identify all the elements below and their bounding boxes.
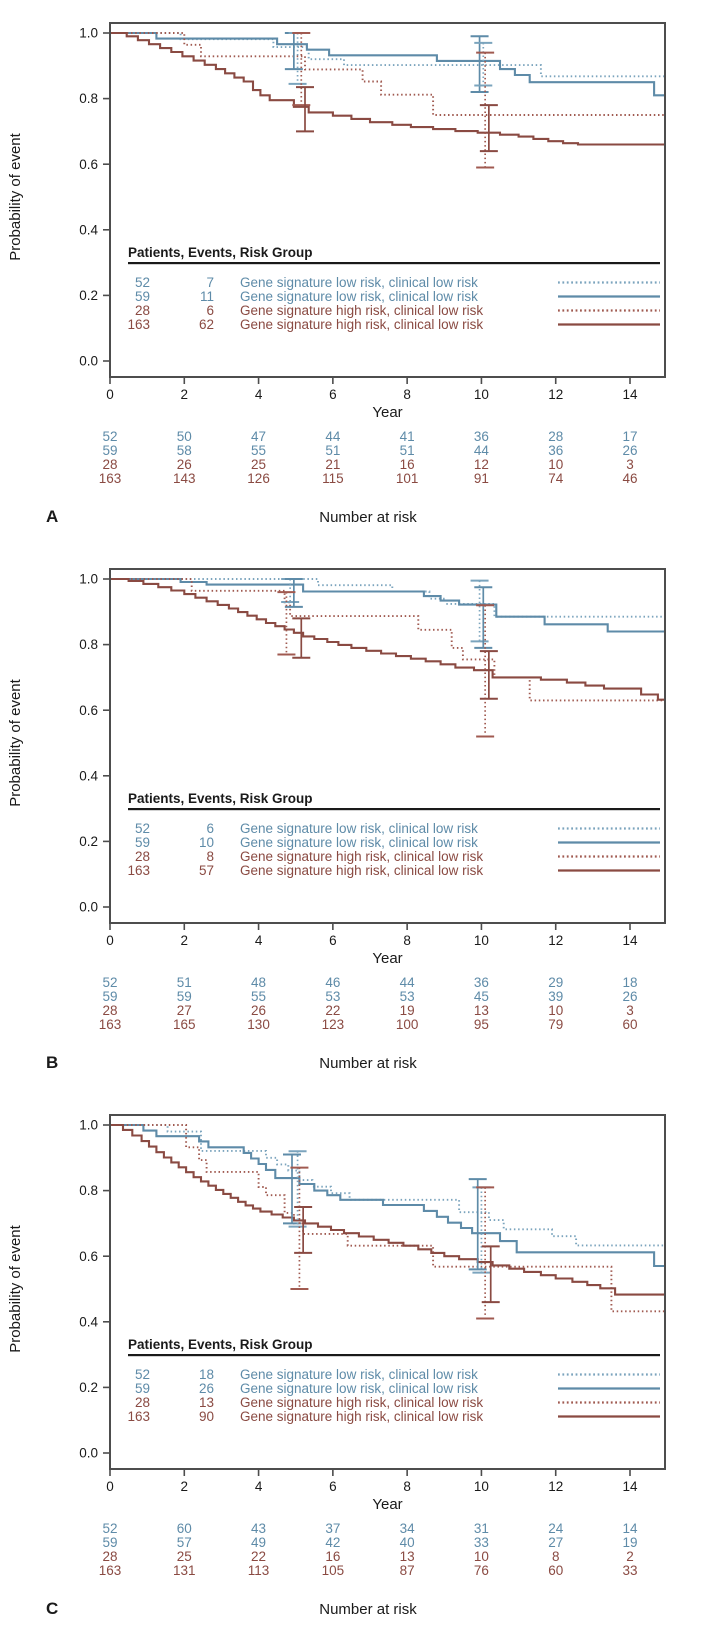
risk-count: 19 [622,1535,638,1550]
risk-count: 123 [321,1017,345,1032]
risk-count: 43 [251,1521,267,1536]
legend-patients: 52 [134,275,150,290]
y-tick-label: 0.6 [79,702,98,718]
x-axis-label: Year [372,950,403,967]
x-tick-label: 8 [403,387,411,402]
legend-row-label: Gene signature high risk, clinical low risk [240,317,484,332]
risk-count: 36 [473,975,489,990]
y-tick-label: 1.0 [79,25,98,41]
risk-count: 13 [399,1549,415,1564]
x-tick-label: 14 [622,387,638,402]
risk-count: 49 [251,1535,267,1550]
km-curve-3 [110,1125,665,1311]
risk-count: 60 [622,1017,638,1032]
legend-events: 6 [206,303,214,318]
x-tick-label: 12 [548,387,564,402]
x-tick-label: 0 [106,1479,114,1494]
km-curve-3 [110,33,665,115]
risk-count: 143 [173,471,196,486]
x-tick-label: 10 [473,933,489,948]
legend-row-label: Gene signature high risk, clinical low risk [240,863,484,878]
risk-count: 163 [98,471,122,486]
risk-count: 16 [325,1549,341,1564]
risk-count: 59 [176,989,192,1004]
risk-count: 28 [102,1549,118,1564]
y-tick-label: 0.2 [79,288,98,303]
risk-count: 52 [102,975,118,990]
x-tick-label: 6 [329,933,337,948]
legend-underline [128,262,660,264]
risk-count: 165 [173,1017,196,1032]
risk-count: 105 [321,1563,345,1578]
risk-count: 59 [102,443,118,458]
risk-count: 59 [102,1535,118,1550]
risk-count: 28 [548,429,564,444]
risk-count: 100 [395,1017,419,1032]
risk-count: 87 [399,1563,415,1578]
x-tick-label: 2 [180,1479,189,1494]
risk-count: 42 [325,1535,341,1550]
legend-patients: 59 [134,289,150,304]
x-tick-label: 2 [180,933,189,948]
km-curve-4 [110,33,665,145]
legend-patients: 28 [134,303,150,318]
error-bar [290,1168,308,1289]
risk-count: 113 [247,1563,270,1578]
x-tick-label: 4 [254,933,263,948]
panel-C [0,1092,718,1638]
legend-header: Patients, Events, Risk Group [128,245,313,260]
risk-count: 40 [399,1535,415,1550]
risk-count: 79 [548,1017,564,1032]
legend-row-label: Gene signature high risk, clinical low risk [240,1395,484,1410]
x-tick-label: 4 [254,1479,263,1494]
risk-count: 25 [251,457,267,472]
risk-count: 26 [176,457,192,472]
error-bar [471,581,489,642]
x-tick-label: 12 [548,933,564,948]
legend-row-label: Gene signature low risk, clinical low risk [240,1381,478,1396]
panel-letter: B [46,1053,59,1072]
legend-patients: 163 [127,863,150,878]
risk-count: 17 [622,429,638,444]
legend-patients: 163 [127,1409,150,1424]
risk-count: 53 [399,989,415,1004]
risk-count: 76 [473,1563,489,1578]
risk-count: 18 [622,975,638,990]
km-curve-1 [110,579,665,617]
y-tick-label: 0.0 [79,1445,98,1461]
risk-count: 10 [473,1549,489,1564]
panel-A [0,0,718,546]
risk-count: 55 [251,443,267,458]
y-tick-label: 0.2 [79,1380,98,1395]
risk-count: 8 [551,1549,560,1564]
legend-patients: 28 [134,1395,150,1410]
y-tick-label: 0.8 [79,637,98,653]
panel-letter: C [46,1599,59,1618]
risk-count: 51 [325,443,341,458]
risk-count: 21 [325,457,341,472]
panel-letter: A [46,507,59,526]
legend-patients: 59 [134,835,150,850]
legend-row-label: Gene signature high risk, clinical low risk [240,1409,484,1424]
risk-count: 3 [626,457,634,472]
y-tick-label: 0.8 [79,1183,98,1199]
error-bar [285,33,303,69]
risk-count: 41 [399,429,415,444]
risk-count: 46 [622,471,638,486]
km-curve-4 [110,579,665,700]
risk-count: 2 [626,1549,634,1564]
risk-count: 46 [325,975,341,990]
risk-count: 44 [325,429,341,444]
panel-B [0,546,718,1092]
number-at-risk-label: Number at risk [319,1601,417,1618]
y-tick-label: 0.4 [79,768,98,784]
legend-events: 26 [198,1381,214,1396]
x-tick-label: 0 [106,387,114,402]
risk-count: 60 [548,1563,564,1578]
risk-count: 95 [473,1017,489,1032]
km-curve-2 [110,1125,665,1266]
risk-count: 45 [473,989,489,1004]
legend-events: 57 [198,863,214,878]
km-curve-4 [110,1125,665,1295]
risk-count: 29 [548,975,564,990]
y-tick-label: 0.2 [79,834,98,849]
risk-count: 19 [399,1003,415,1018]
risk-count: 16 [399,457,415,472]
error-bar [292,618,310,657]
risk-count: 115 [322,471,344,486]
y-tick-label: 0.0 [79,899,98,915]
risk-count: 131 [173,1563,196,1578]
risk-count: 36 [473,429,489,444]
risk-count: 51 [176,975,192,990]
y-tick-label: 0.6 [79,1248,98,1264]
y-tick-label: 1.0 [79,1117,98,1133]
risk-count: 26 [622,989,638,1004]
risk-count: 27 [548,1535,564,1550]
risk-count: 44 [473,443,489,458]
y-axis-label: Probability of event [7,1225,24,1353]
y-tick-label: 1.0 [79,571,98,587]
error-bar [480,105,498,151]
risk-count: 22 [325,1003,341,1018]
risk-count: 10 [548,457,564,472]
risk-count: 57 [176,1535,192,1550]
legend-patients: 163 [127,317,150,332]
risk-count: 34 [399,1521,415,1536]
risk-count: 31 [473,1521,489,1536]
y-tick-label: 0.4 [79,222,98,238]
legend-underline [128,808,660,810]
legend-events: 18 [198,1367,214,1382]
legend-events: 62 [198,317,214,332]
risk-count: 33 [622,1563,638,1578]
y-tick-label: 0.6 [79,156,98,172]
risk-count: 163 [98,1017,122,1032]
risk-count: 52 [102,1521,118,1536]
risk-count: 36 [548,443,564,458]
legend-underline [128,1354,660,1356]
legend-events: 7 [206,275,214,290]
legend-patients: 52 [134,1367,150,1382]
number-at-risk-label: Number at risk [319,1055,417,1072]
risk-count: 44 [399,975,415,990]
legend-header: Patients, Events, Risk Group [128,1337,313,1352]
risk-count: 26 [622,443,638,458]
y-tick-label: 0.4 [79,1314,98,1330]
risk-count: 26 [251,1003,267,1018]
risk-count: 126 [247,471,270,486]
x-axis-label: Year [372,404,403,421]
error-bar [289,33,307,84]
risk-count: 39 [548,989,564,1004]
x-tick-label: 8 [403,1479,411,1494]
panel-B-chart [0,546,718,1092]
number-at-risk-label: Number at risk [319,509,417,526]
panel-C-chart [0,1092,718,1638]
risk-count: 47 [251,429,267,444]
legend-row-label: Gene signature low risk, clinical low risk [240,1367,478,1382]
legend-events: 8 [206,849,214,864]
risk-count: 91 [473,471,489,486]
risk-count: 163 [98,1563,122,1578]
x-tick-label: 6 [329,387,337,402]
legend-events: 90 [198,1409,214,1424]
km-curve-2 [110,33,665,95]
risk-count: 13 [473,1003,489,1018]
risk-count: 48 [251,975,267,990]
y-tick-label: 0.0 [79,353,98,369]
panel-A-chart [0,0,718,546]
risk-count: 14 [622,1521,638,1536]
legend-events: 11 [199,289,214,304]
legend-events: 13 [198,1395,214,1410]
risk-count: 53 [325,989,341,1004]
legend-row-label: Gene signature high risk, clinical low risk [240,849,484,864]
error-bar [480,651,498,699]
legend-row-label: Gene signature low risk, clinical low risk [240,289,478,304]
error-bar [294,1207,312,1253]
risk-count: 37 [325,1521,341,1536]
x-tick-label: 14 [622,1479,638,1494]
risk-count: 10 [548,1003,564,1018]
risk-count: 50 [176,429,192,444]
legend-row-label: Gene signature low risk, clinical low risk [240,275,478,290]
risk-count: 28 [102,457,118,472]
risk-count: 60 [176,1521,192,1536]
legend-row-label: Gene signature high risk, clinical low risk [240,303,484,318]
x-tick-label: 4 [254,387,263,402]
legend-header: Patients, Events, Risk Group [128,791,313,806]
risk-count: 51 [399,443,415,458]
risk-count: 58 [176,443,192,458]
x-tick-label: 0 [106,933,114,948]
error-bar [474,587,492,648]
risk-count: 12 [473,457,489,472]
x-tick-label: 14 [622,933,638,948]
risk-count: 130 [247,1017,270,1032]
x-tick-label: 6 [329,1479,337,1494]
x-tick-label: 10 [473,387,489,402]
risk-count: 22 [251,1549,267,1564]
y-axis-label: Probability of event [7,133,24,261]
risk-count: 25 [176,1549,192,1564]
y-axis-label: Probability of event [7,679,24,807]
x-tick-label: 10 [473,1479,489,1494]
risk-count: 74 [548,471,564,486]
x-tick-label: 12 [548,1479,564,1494]
error-bar [469,1179,487,1269]
risk-count: 59 [102,989,118,1004]
x-tick-label: 8 [403,933,411,948]
legend-row-label: Gene signature low risk, clinical low risk [240,821,478,836]
risk-count: 55 [251,989,267,1004]
legend-events: 6 [206,821,214,836]
risk-count: 52 [102,429,118,444]
km-curve-1 [110,1125,665,1245]
legend-patients: 52 [134,821,150,836]
risk-count: 101 [395,471,419,486]
km-curve-2 [110,579,665,632]
legend-row-label: Gene signature low risk, clinical low risk [240,835,478,850]
x-axis-label: Year [372,1496,403,1513]
legend-events: 10 [198,835,214,850]
risk-count: 3 [626,1003,634,1018]
y-tick-label: 0.8 [79,91,98,107]
risk-count: 27 [176,1003,192,1018]
legend-patients: 28 [134,849,150,864]
error-bar [296,87,314,131]
risk-count: 33 [473,1535,489,1550]
risk-count: 24 [548,1521,564,1536]
x-tick-label: 2 [180,387,189,402]
risk-count: 28 [102,1003,118,1018]
legend-patients: 59 [134,1381,150,1396]
